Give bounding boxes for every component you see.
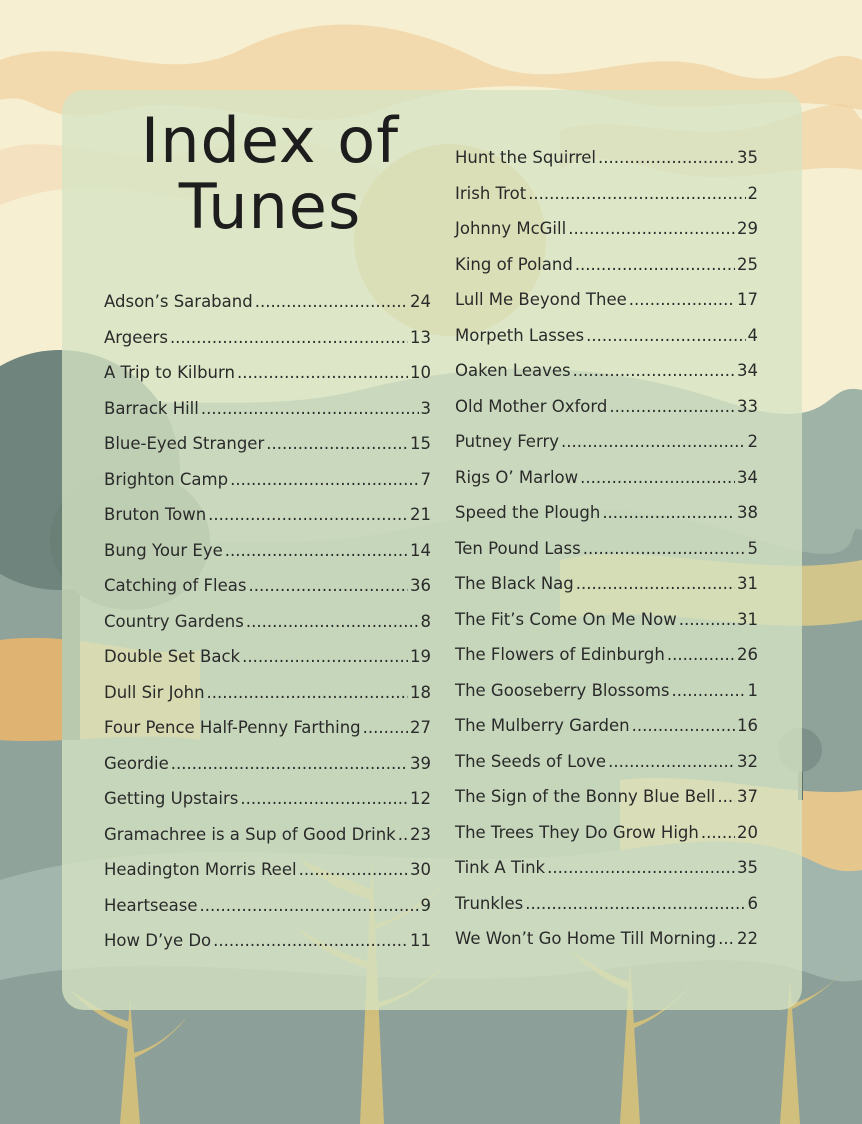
- tune-name: How D’ye Do: [104, 931, 212, 950]
- tune-name: A Trip to Kilburn: [104, 363, 235, 382]
- index-entry: [455, 929, 758, 965]
- index-entry: [455, 610, 758, 646]
- tune-name: Brighton Camp: [104, 469, 229, 489]
- tune-name: The Mulberry Garden: [455, 716, 630, 735]
- page-number: 9: [420, 895, 431, 915]
- tune-name: Blue-Eyed Stranger: [104, 434, 265, 453]
- dot-leader: [672, 681, 746, 700]
- dot-leader: [528, 184, 745, 203]
- index-entry: [455, 574, 758, 610]
- tune-name: The Seeds of Love: [455, 751, 607, 771]
- dot-leader: [171, 754, 408, 773]
- dot-leader: [580, 468, 735, 487]
- tune-name: Oaken Leaves: [455, 361, 571, 380]
- index-entry: [104, 754, 431, 790]
- tune-name: Dull Sir John: [104, 682, 205, 702]
- index-entry: [455, 432, 758, 468]
- page-number: 32: [737, 751, 758, 771]
- page-number: 36: [410, 576, 431, 595]
- tune-name: Four Pence Half-Penny Farthing: [104, 718, 361, 737]
- page-number: 37: [737, 787, 758, 806]
- page-number: 39: [410, 753, 431, 773]
- page-number: 10: [410, 363, 431, 382]
- tune-name: Getting Upstairs: [104, 789, 239, 808]
- index-entry: [104, 292, 431, 328]
- index-entry: [455, 787, 758, 823]
- index-entry: [455, 148, 758, 184]
- dot-leader: [573, 361, 735, 380]
- tune-name: Hunt the Squirrel: [455, 148, 596, 167]
- dot-leader: [248, 576, 408, 595]
- index-column-right: [455, 148, 758, 965]
- index-entry: [455, 397, 758, 433]
- index-entry: [455, 468, 758, 504]
- dot-leader: [208, 505, 408, 524]
- index-entry: [455, 219, 758, 255]
- dot-leader: [525, 894, 745, 913]
- dot-leader: [398, 825, 408, 844]
- index-entry: [104, 328, 431, 364]
- tune-name: Tink A Tink: [455, 858, 546, 877]
- index-entry: [455, 539, 758, 575]
- page-number: 21: [410, 505, 431, 524]
- tune-name: Putney Ferry: [455, 432, 559, 451]
- tune-name: Heartsease: [104, 895, 198, 915]
- dot-leader: [717, 787, 735, 806]
- tune-name: Adson’s Saraband: [104, 292, 253, 311]
- tune-name: Rigs O’ Marlow: [455, 467, 579, 487]
- dot-leader: [207, 683, 408, 702]
- index-entry: [104, 718, 431, 754]
- dot-leader: [718, 929, 735, 948]
- dot-leader: [237, 363, 408, 382]
- tune-name: Bung Your Eye: [104, 540, 223, 560]
- page-number: 13: [410, 327, 431, 347]
- dot-leader: [240, 789, 408, 808]
- dot-leader: [586, 326, 745, 345]
- index-entry: [104, 363, 431, 399]
- page-title: [100, 104, 440, 243]
- tune-name: Argeers: [104, 327, 168, 347]
- page-number: 18: [410, 682, 431, 702]
- tune-name: Headington Morris Reel: [104, 860, 297, 879]
- page-number: 31: [737, 574, 758, 593]
- tune-name: Ten Pound Lass: [455, 538, 581, 558]
- page-number: 34: [737, 361, 758, 380]
- dot-leader: [575, 255, 735, 274]
- index-entry: [104, 789, 431, 825]
- page-number: 15: [410, 434, 431, 453]
- page-number: 1: [747, 680, 758, 700]
- dot-leader: [255, 292, 408, 311]
- page-number: 30: [410, 860, 431, 879]
- tune-name: The Gooseberry Blossoms: [455, 680, 670, 700]
- tune-name: Catching of Fleas: [104, 576, 247, 595]
- index-entry: [104, 647, 431, 683]
- page-number: 8: [420, 611, 431, 631]
- page-number: 26: [737, 645, 758, 664]
- index-entry: [455, 752, 758, 788]
- index-entry: [455, 716, 758, 752]
- tune-name: Double Set Back: [104, 647, 241, 666]
- dot-leader: [363, 718, 408, 737]
- tune-name: The Sign of the Bonny Blue Bell: [455, 787, 716, 806]
- index-entry: [104, 541, 431, 577]
- page-number: 14: [410, 540, 431, 560]
- index-entry: [455, 255, 758, 291]
- page-number: 5: [747, 538, 758, 558]
- dot-leader: [608, 752, 735, 771]
- index-entry: [455, 184, 758, 220]
- page-number: 17: [737, 290, 758, 309]
- index-entry: [104, 860, 431, 896]
- index-entry: [455, 858, 758, 894]
- dot-leader: [568, 219, 735, 238]
- page-number: 2: [747, 432, 758, 451]
- index-entry: [104, 470, 431, 506]
- dot-leader: [246, 612, 419, 631]
- index-entry: [104, 434, 431, 470]
- dot-leader: [667, 645, 735, 664]
- page-number: 4: [747, 325, 758, 345]
- dot-leader: [679, 610, 735, 629]
- index-entry: [455, 681, 758, 717]
- tune-name: Old Mother Oxford: [455, 396, 608, 416]
- page-number: 16: [737, 716, 758, 735]
- dot-leader: [576, 574, 735, 593]
- dot-leader: [632, 716, 735, 735]
- index-entry: [104, 896, 431, 932]
- page-number: 33: [737, 396, 758, 416]
- page-number: 7: [420, 469, 431, 489]
- page-number: 38: [737, 503, 758, 522]
- tune-name: Irish Trot: [455, 183, 527, 203]
- dot-leader: [629, 290, 735, 309]
- dot-leader: [225, 541, 408, 560]
- tune-name: Trunkles: [455, 893, 524, 913]
- page-number: 3: [420, 398, 431, 418]
- page-number: 6: [747, 893, 758, 913]
- index-entry: [455, 823, 758, 859]
- page-number: 29: [737, 219, 758, 238]
- page-number: 19: [410, 647, 431, 666]
- tune-name: Country Gardens: [104, 611, 244, 631]
- tune-name: Johnny McGill: [455, 219, 567, 238]
- dot-leader: [266, 434, 408, 453]
- page-number: 23: [410, 824, 431, 844]
- page-number: 35: [737, 858, 758, 877]
- tune-name: The Fit’s Come On Me Now: [455, 609, 677, 629]
- index-entry: [104, 576, 431, 612]
- page-number: 35: [737, 148, 758, 167]
- index-entry: [455, 326, 758, 362]
- index-entry: [455, 290, 758, 326]
- page-number: 31: [737, 609, 758, 629]
- index-entry: [104, 825, 431, 861]
- dot-leader: [561, 432, 746, 451]
- dot-leader: [200, 896, 419, 915]
- dot-leader: [547, 858, 735, 877]
- dot-leader: [598, 148, 735, 167]
- tune-name: Gramachree is a Sup of Good Drink: [104, 824, 396, 844]
- page-number: 11: [410, 931, 431, 950]
- dot-leader: [609, 397, 735, 416]
- tune-name: Speed the Plough: [455, 503, 601, 522]
- page-number: 20: [737, 822, 758, 842]
- index-entry: [455, 503, 758, 539]
- tune-name: Morpeth Lasses: [455, 325, 585, 345]
- dot-leader: [230, 470, 418, 489]
- index-entry: [104, 683, 431, 719]
- page-number: 27: [410, 718, 431, 737]
- index-column-left: [104, 292, 431, 967]
- dot-leader: [170, 328, 408, 347]
- index-entry: [455, 645, 758, 681]
- dot-leader: [213, 931, 408, 950]
- index-entry: [455, 361, 758, 397]
- tune-name: Bruton Town: [104, 505, 207, 524]
- page-number: 24: [410, 292, 431, 311]
- index-entry: [104, 612, 431, 648]
- dot-leader: [701, 823, 735, 842]
- page-title-line-2: Tunes: [178, 170, 362, 243]
- dot-leader: [583, 539, 746, 558]
- dot-leader: [242, 647, 408, 666]
- index-entry: [104, 399, 431, 435]
- index-entry: [104, 931, 431, 967]
- page-number: 22: [737, 929, 758, 948]
- tune-name: The Black Nag: [455, 574, 574, 593]
- tune-name: The Trees They Do Grow High: [455, 822, 699, 842]
- tune-name: Geordie: [104, 753, 169, 773]
- tune-name: Barrack Hill: [104, 398, 199, 418]
- dot-leader: [299, 860, 408, 879]
- tune-name: The Flowers of Edinburgh: [455, 645, 665, 664]
- page-number: 12: [410, 789, 431, 808]
- tune-name: We Won’t Go Home Till Morning: [455, 929, 717, 948]
- page-title-line-1: Index of: [140, 104, 400, 177]
- page-number: 34: [737, 467, 758, 487]
- page-number: 25: [737, 254, 758, 274]
- dot-leader: [602, 503, 735, 522]
- tune-name: King of Poland: [455, 254, 573, 274]
- tune-name: Lull Me Beyond Thee: [455, 290, 627, 309]
- dot-leader: [201, 399, 419, 418]
- index-entry: [104, 505, 431, 541]
- page-number: 2: [747, 183, 758, 203]
- index-entry: [455, 894, 758, 930]
